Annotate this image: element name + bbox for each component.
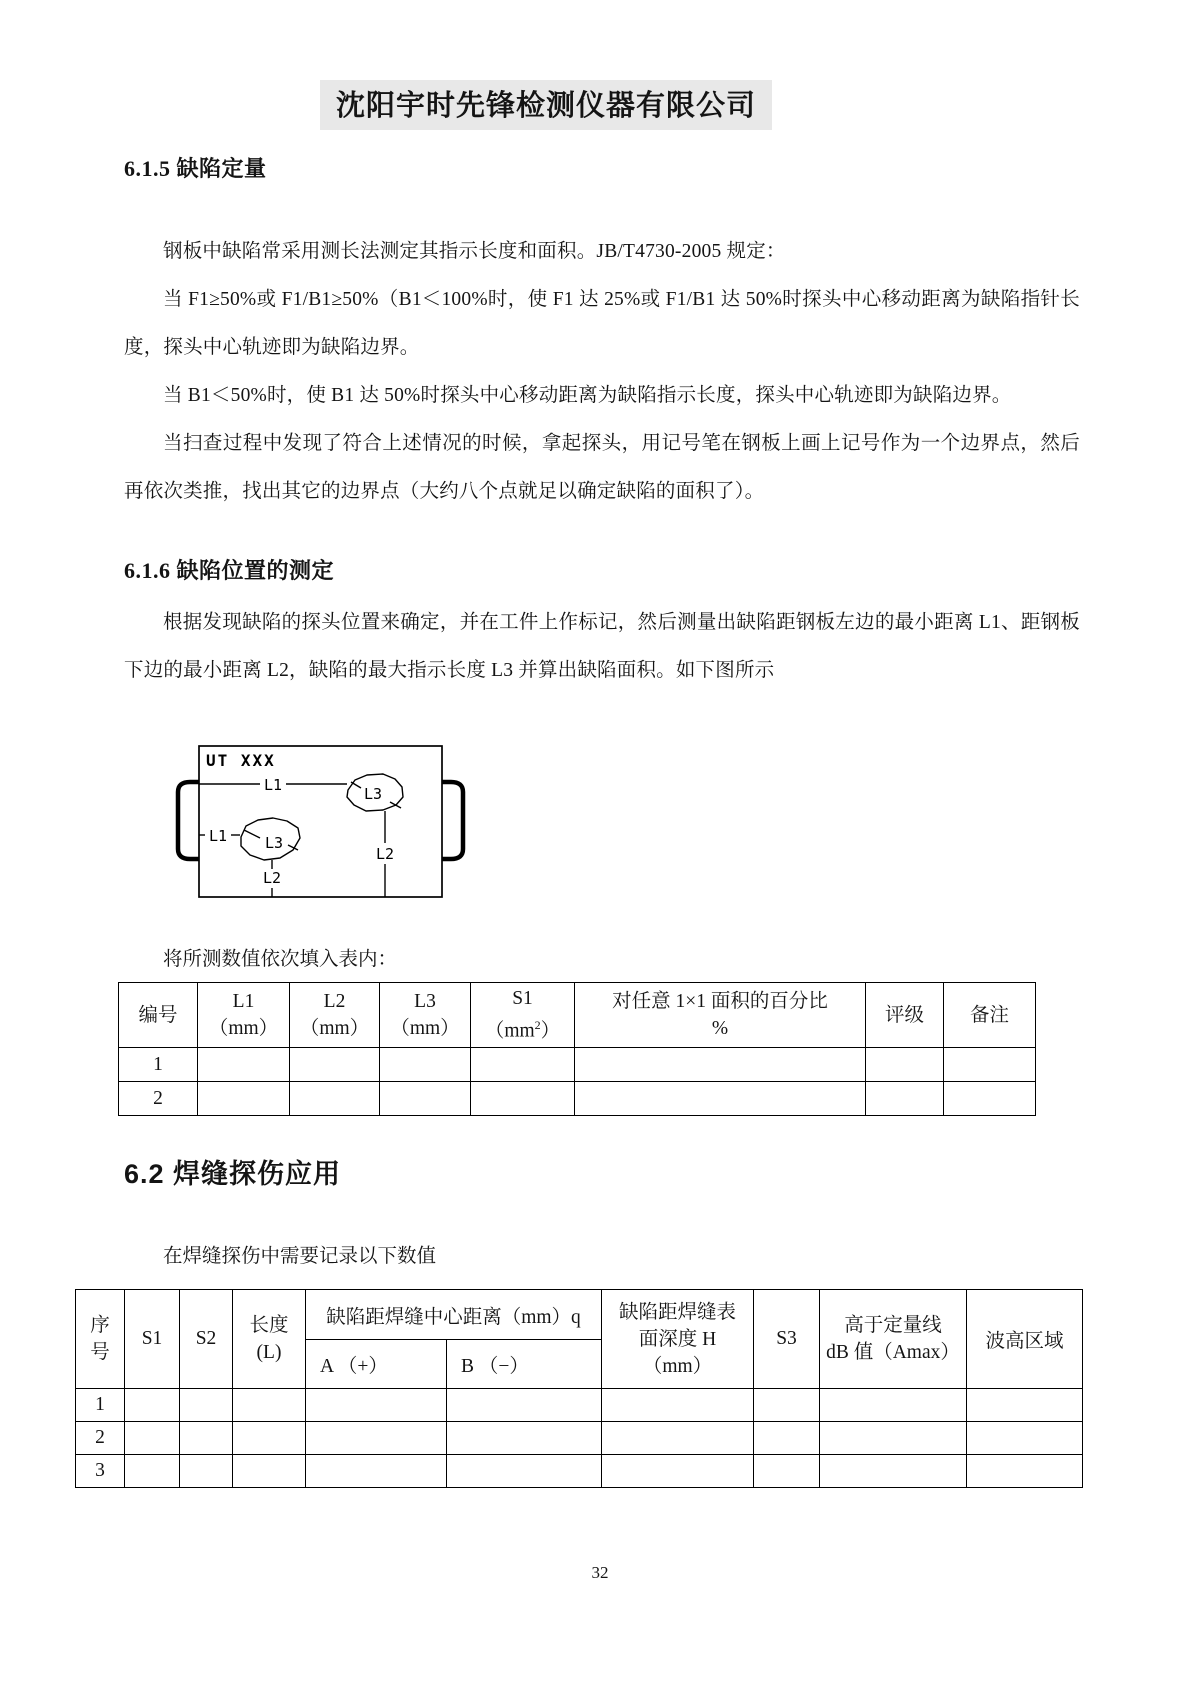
empty-cell [447,1389,602,1422]
empty-cell [306,1455,447,1488]
empty-cell [602,1389,754,1422]
empty-cell [125,1389,180,1422]
empty-cell [754,1422,820,1455]
page-number: 32 [591,1563,609,1582]
empty-cell [820,1455,967,1488]
l1-label-top: L1 [263,776,283,794]
table-row [76,1422,1083,1455]
empty-cell [575,1082,866,1116]
empty-cell [198,1082,290,1116]
table-row [76,1455,1083,1488]
l3-tick-1a [351,782,361,788]
col-header-s2: S2 [180,1290,233,1389]
col-header-serial: 序 号 [76,1290,125,1389]
empty-cell [602,1455,754,1488]
empty-cell [944,1048,1036,1082]
col-header-percent: 对任意 1×1 面积的百分比 % [575,983,866,1048]
empty-cell [233,1422,306,1455]
empty-cell [180,1389,233,1422]
heading-6-1-5: 6.1.5 缺陷定量 [124,156,267,181]
empty-cell [233,1455,306,1488]
empty-cell [471,1082,575,1116]
col-header-wave: 波高区域 [967,1290,1083,1389]
empty-cell [944,1082,1036,1116]
col-header-s3: S3 [754,1290,820,1389]
l1-label-low: L1 [208,827,228,845]
table1-intro: 将所测数值依次填入表内： [163,949,398,970]
table-row [119,1048,1036,1082]
col-header-length: 长度 (L) [233,1290,306,1389]
right-clamp [442,782,463,859]
empty-cell [754,1455,820,1488]
col-header-l1: L1 （mm） [198,983,290,1048]
empty-cell [306,1422,447,1455]
col-header-s1: S1 $(mm^2)$ [471,983,575,1048]
device-label: UT XXX [206,751,276,770]
empty-cell [447,1422,602,1455]
row-number-cell: 1 [119,1048,198,1082]
col-header-db: 高于定量线 dB 值（Amax） [820,1290,967,1389]
empty-cell [125,1422,180,1455]
col-header-remark: 备注 [944,983,1036,1048]
empty-cell [754,1389,820,1422]
empty-cell [820,1422,967,1455]
row-number-cell: 2 [76,1422,125,1455]
col-header-depth: 缺陷距焊缝表 面深度 H （mm） [602,1290,754,1389]
empty-cell [967,1455,1083,1488]
empty-cell [306,1389,447,1422]
empty-cell [125,1455,180,1488]
empty-cell [233,1389,306,1422]
plate-defect-diagram [174,742,468,902]
col-header-grade: 评级 [866,983,944,1048]
col-header-l2: L2 （mm） [290,983,380,1048]
paragraph-1: 钢板中缺陷常采用测长法测定其指示长度和面积。JB/T4730-2005 规定： [163,241,786,262]
row-number-cell: 3 [76,1455,125,1488]
paragraph-6-2: 在焊缝探伤中需要记录以下数值 [163,1246,437,1267]
plate-diagram-svg [174,742,468,902]
heading-6-1-6: 6.1.6 缺陷位置的测定 [124,558,335,583]
paragraph-2: 当 F1≥50%或 F1/B1≥50%（B1＜100%时，使 F1 达 25%或 F1/B1 达 50%时探头中心移动距离为缺陷指针长度，探头中心轨迹即为缺陷边界。 [124,289,1080,358]
empty-cell [967,1422,1083,1455]
left-clamp [178,782,199,859]
empty-cell [602,1422,754,1455]
paragraph-4: 当扫查过程中发现了符合上述情况的时候，拿起探头，用记号笔在钢板上画上记号作为一个边界点，然后再依次类推，找出其它的边界点（大约八个点就足以确定缺陷的面积了）。 [124,433,1080,502]
col-header-q-a: A （+） [306,1340,447,1389]
empty-cell [866,1082,944,1116]
table-row [76,1389,1083,1422]
paragraph-5: 根据发现缺陷的探头位置来确定，并在工件上作标记，然后测量出缺陷距钢板左边的最小距离 L1、距钢板下边的最小距离 L2，缺陷的最大指示长度 L3 并算出缺陷面积。如下图所示 [124,612,1080,681]
section-6-1-5-body [124,228,1080,516]
defect-measurement-table [118,982,1036,1116]
empty-cell [575,1048,866,1082]
col-header-l3: L3 （mm） [380,983,471,1048]
empty-cell [380,1082,471,1116]
empty-cell [820,1389,967,1422]
heading-6-2: 6.2 焊缝探伤应用 [124,1159,342,1189]
col-header-s1: S1 [125,1290,180,1389]
row-number-cell: 1 [76,1389,125,1422]
paragraph-3: 当 B1＜50%时，使 B1 达 50%时探头中心移动距离为缺陷指示长度，探头中心轨迹即为缺陷边界。 [163,385,1012,406]
l3-label-1: L3 [363,785,383,803]
row-number-cell: 2 [119,1082,198,1116]
section-6-1-6-body [124,599,1080,695]
l2-label-left: L2 [262,869,282,887]
table-row [119,1082,1036,1116]
empty-cell [866,1048,944,1082]
col-header-q-b: B （−） [447,1340,602,1389]
l3-tick-2a [244,830,260,838]
l2-label-right: L2 [375,845,395,863]
empty-cell [967,1389,1083,1422]
empty-cell [290,1082,380,1116]
l3-label-2: L3 [264,834,284,852]
empty-cell [180,1422,233,1455]
empty-cell [471,1048,575,1082]
table1-header-row [119,983,1036,1048]
empty-cell [180,1455,233,1488]
title-row [124,0,1080,130]
empty-cell [447,1455,602,1488]
company-title: 沈阳宇时先锋检测仪器有限公司 [320,80,772,130]
empty-cell [290,1048,380,1082]
empty-cell [198,1048,290,1082]
empty-cell [380,1048,471,1082]
table2-header-row-1 [76,1290,1083,1340]
weld-inspection-table [75,1289,1083,1488]
col-header-no: 编号 [119,983,198,1048]
col-header-q-group: 缺陷距焊缝中心距离（mm）q [306,1290,602,1340]
